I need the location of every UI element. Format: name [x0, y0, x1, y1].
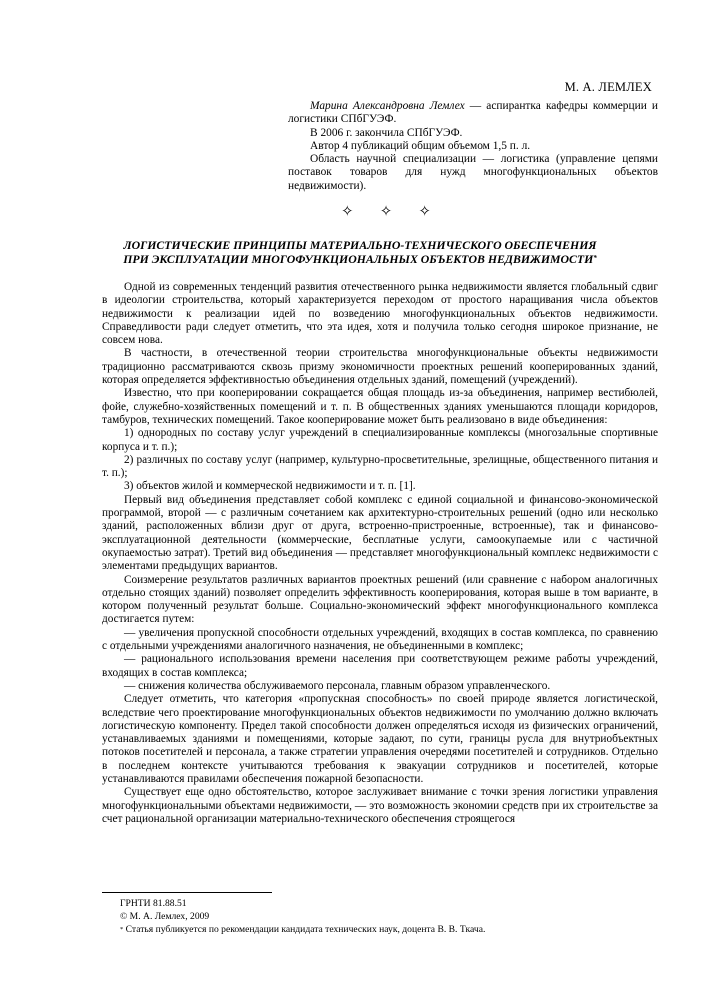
paragraph-continuation: устанавливаются правилами обеспечения пожарной безопасности. — [102, 772, 424, 785]
paragraph: Первый вид объединения представляет собой комплекс с единой социальной и финансово-экономической программой, второй — с различным сочетанием как архитектурно-строительных решений (одно или несколько зданий, расположенных вблизи друг от друга, встроенно-пристроенные, встроенные), так и финансово-эксплуатационной деятельности (коммерческие, бесплатные услуги, самоокупаемые или с частичной окупаемостью затрат). Третий вид объединения — представляет многофункциональный комплекс недвижимости с элементами предыдущих вариантов. — [102, 493, 658, 573]
footnotes — [120, 898, 640, 936]
footnote-mark: * — [120, 925, 124, 933]
author-position: — аспирантка кафедры коммерции и логистики СПбГУЭФ. — [288, 100, 658, 126]
author-publications: Автор 4 публикаций общим объемом 1,5 п. л. — [310, 139, 531, 152]
paragraph: Соизмерение результатов различных вариантов проектных решений (или сравнение с набором аналогичных отдельно стоящих зданий) позволяет определить эффективность кооперирования, которая выше в том варианте, в котором полученный результат больше. Социально-экономический эффект многофункционального комплекса достигается путем: — [102, 573, 658, 626]
sparkle-icon: ✧ — [341, 204, 354, 220]
list-item: 3) объектов жилой и коммерческой недвижимости и т. п. [1]. — [124, 480, 416, 493]
article-title — [90, 238, 630, 266]
paragraph: Известно, что при кооперировании сокращается общая площадь из-за объединения, например вестибюлей, фойе, служебно-хозяйственных помещений и т. п. В общественных зданиях уменьшаются площади коридоров, тамбуров, технических помещений. Такое кооперирование может быть реализовано в виде объединения: — [102, 387, 658, 426]
footnote-divider — [102, 892, 272, 893]
sparkle-icon: ✧ — [418, 204, 431, 220]
author-info — [288, 100, 658, 193]
article-body — [102, 281, 658, 826]
list-item: 2) различных по составу услуг (например, культурно-просветительные, зрелищные, общественного питания и т. п.); — [102, 453, 658, 480]
paragraph: Существует еще одно обстоятельство, которое заслуживает внимание с точки зрения логистики управления многофункциональными объектами недвижимости, — это возможность экономии средств при их строительстве за счет рациональной организации материально-технического обеспечения строящегося — [102, 786, 658, 825]
sparkle-icon: ✧ — [379, 204, 393, 220]
running-head: М. А. ЛЕМЛЕХ — [564, 80, 652, 94]
paragraph: Одной из современных тенденций развития отечественного рынка недвижимости является глобальный сдвиг в идеологии строительства, который характеризуется переходом от простого наращивания числа объектов недвижимости к реализации идей по возведению многофункциональных объектов недвижимости. Справедливости ради следует отметить, что эта идея, хотя и получила только сегодня широкое признание, не совсем нова. — [102, 281, 658, 347]
recommendation-note: * Статья публикуется по рекомендации кандидата технических наук, доцента В. В. Ткача. — [120, 923, 486, 935]
copyright-line: © М. А. Лемлех, 2009 — [120, 910, 210, 922]
author-name: Марина Александровна Лемлех — [310, 100, 465, 112]
author-education: В 2006 г. закончила СПбГУЭФ. — [310, 126, 463, 139]
list-item: — рационального использования времени населения при соответствующем режиме работы учреждений, входящих в состав комплекса; — [102, 653, 658, 679]
list-item: 1) однородных по составу услуг учреждений в специализированные комплексы (многозальные спортивные корпуса и т. п.); — [102, 427, 658, 453]
paragraph: В частности, в отечественной теории строительства многофункциональные объекты недвижимости традиционно рассматриваются сквозь призму экономичности проектных решений кооперированных зданий, которая определяется эффективностью объединения отдельных зданий, помещений (учреждений). — [102, 347, 658, 387]
author-bio-line — [288, 100, 658, 127]
paragraph: Следует отметить, что категория «пропускная способность» по своей природе является логистической, вследствие чего проектирование многофункциональных объектов недвижимости по умолчанию должно включать логистическую компоненту. Предел такой способности должен определяться исходя из физических ограничений, устанавливаемых зданиями и помещениями, которые задают, по сути, границы русла для внутриобъектных потоков посетителей и персонала, а также стратегии управления очередями посетителей и сотрудников. Отдельно в последнем контексте учитываются требования к эвакуации сотрудников и посетителей, которые — [102, 693, 658, 772]
section-separator — [341, 204, 431, 220]
title-line: ПРИ ЭКСПЛУАТАЦИИ МНОГОФУНКЦИОНАЛЬНЫХ ОБЪЕКТОВ НЕДВИЖИМОСТИ* — [123, 252, 597, 266]
author-specialization: Область научной специализации — логистика (управление цепями поставок товаров для нужд многофункциональных объектов недвижимости). — [288, 153, 658, 192]
grnti-code: ГРНТИ 81.88.51 — [120, 898, 187, 909]
footnote-mark: * — [593, 254, 597, 262]
list-item: — снижения количества обслуживаемого персонала, главным образом управленческого. — [124, 679, 551, 692]
title-line: ЛОГИСТИЧЕСКИЕ ПРИНЦИПЫ МАТЕРИАЛЬНО-ТЕХНИЧЕСКОГО ОБЕСПЕЧЕНИЯ — [123, 238, 597, 252]
list-item: — увеличения пропускной способности отдельных учреждений, входящих в состав комплекса, по сравнению с отдельными учреждениями аналогичного назначения, не объединенными в комплекс; — [102, 626, 658, 653]
